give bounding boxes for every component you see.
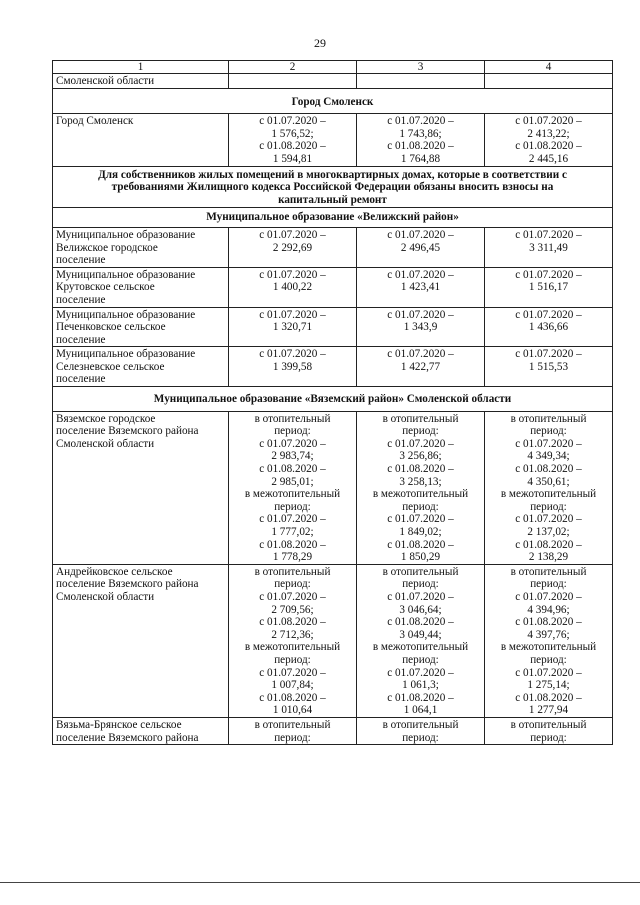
- table-row: [53, 267, 613, 307]
- rate-line: 1 594,81: [272, 152, 313, 165]
- name-line: поселение: [56, 373, 106, 386]
- rate-line: в отопительный: [254, 412, 331, 425]
- rate-line: в межотопительный: [500, 488, 597, 501]
- rate-line: период:: [274, 731, 311, 744]
- rate-cell-c4: [485, 227, 613, 267]
- rate-cell-c4: [485, 267, 613, 307]
- owners-heading-line: Для собственников жилых помещений в многоквартирных домах, которые в соответствии с: [98, 168, 567, 181]
- name-line: Вязьма-Брянское сельское: [56, 718, 182, 731]
- rate-line: с 01.07.2020 –: [259, 437, 326, 450]
- row-name: [53, 267, 229, 307]
- section-header-vyazma: [53, 387, 613, 412]
- rate-cell-c3: [357, 227, 485, 267]
- column-number: 4: [485, 61, 613, 74]
- rate-line: 1 399,58: [272, 360, 313, 373]
- rate-line: 1 850,29: [400, 551, 441, 564]
- row-name: [53, 114, 229, 166]
- name-line: Город Смоленск: [56, 115, 134, 128]
- rate-line: 1 400,22: [272, 281, 313, 294]
- empty-cell: [485, 74, 613, 89]
- rate-line: период:: [274, 653, 311, 666]
- row-name: [53, 227, 229, 267]
- rate-line: период:: [530, 578, 567, 591]
- rate-cell-c4: [485, 114, 613, 166]
- rate-line: 2 985,01;: [271, 475, 314, 488]
- rate-line: 1 515,53: [528, 360, 569, 373]
- rate-line: в межотопительный: [500, 641, 597, 654]
- rate-line: период:: [402, 500, 439, 513]
- rate-line: с 01.07.2020 –: [515, 666, 582, 679]
- rate-line: в межотопительный: [244, 488, 341, 501]
- owners-heading: [53, 166, 613, 208]
- section-title: Муниципальное образование «Вяземский район» Смоленской области: [53, 387, 613, 412]
- rate-line: в отопительный: [254, 718, 331, 731]
- rate-cell-c3: [357, 347, 485, 387]
- rate-line: с 01.08.2020 –: [259, 616, 326, 629]
- rate-cell-c2: [229, 717, 357, 744]
- rate-line: период:: [402, 653, 439, 666]
- rate-cell-c3: [357, 307, 485, 347]
- rate-line: период:: [402, 731, 439, 744]
- rate-line: период:: [402, 578, 439, 591]
- name-line: поселение: [56, 254, 106, 267]
- rate-line: 2 138,29: [528, 551, 569, 564]
- section-header-smolensk: [53, 88, 613, 114]
- row-name: [53, 564, 229, 717]
- rate-line: 2 137,02;: [527, 526, 570, 538]
- rate-cell-c3: [357, 267, 485, 307]
- rate-line: с 01.07.2020 –: [259, 666, 326, 679]
- table-row: [53, 564, 613, 717]
- rate-line: с 01.07.2020 –: [259, 590, 326, 603]
- rate-line: в межотопительный: [244, 641, 341, 654]
- rate-line: 1 277,94: [528, 704, 569, 717]
- tariff-table: [52, 60, 613, 745]
- rate-cell-c2: [229, 267, 357, 307]
- row-name: Смоленской области: [53, 74, 229, 89]
- rate-line: с 01.07.2020 –: [515, 590, 582, 603]
- rate-line: в отопительный: [510, 412, 587, 425]
- rate-line: 1 576,52;: [271, 127, 314, 140]
- column-number-row: [53, 61, 613, 74]
- name-line: Муниципальное образование: [56, 308, 196, 321]
- rate-line: с 01.07.2020 –: [259, 268, 326, 281]
- rate-line: с 01.07.2020 –: [387, 348, 454, 361]
- rate-line: с 01.07.2020 –: [387, 437, 454, 450]
- rate-line: 1 064,1: [403, 704, 438, 717]
- rate-line: 1 777,02;: [271, 526, 314, 538]
- rate-line: с 01.07.2020 –: [259, 308, 326, 321]
- section-header-velizh: [53, 208, 613, 228]
- name-line: поселение Вяземского района: [56, 425, 199, 438]
- rate-line: 1 422,77: [400, 360, 441, 373]
- continued-row: [53, 74, 613, 89]
- rate-line: 2 496,45: [400, 241, 441, 254]
- rate-line: 1 516,17: [528, 281, 569, 294]
- rate-cell-c2: [229, 411, 357, 564]
- rate-line: с 01.08.2020 –: [387, 140, 454, 153]
- rate-line: с 01.08.2020 –: [515, 691, 582, 704]
- empty-cell: [229, 74, 357, 89]
- rate-cell-c4: [485, 411, 613, 564]
- rate-line: с 01.07.2020 –: [387, 268, 454, 281]
- name-line: поселение Вяземского района: [56, 731, 199, 744]
- rate-cell-c3: [357, 564, 485, 717]
- table-row: [53, 307, 613, 347]
- tariff-table-body: [53, 61, 613, 745]
- rate-line: 4 350,61;: [527, 475, 570, 488]
- rate-line: с 01.08.2020 –: [387, 691, 454, 704]
- rate-line: 2 292,69: [272, 241, 313, 254]
- rate-line: 1 007,84;: [271, 679, 314, 692]
- row-name: [53, 717, 229, 744]
- name-line: Муниципальное образование: [56, 348, 196, 361]
- table-row: [53, 227, 613, 267]
- rate-line: 1 743,86;: [399, 127, 442, 140]
- row-name: [53, 411, 229, 564]
- rate-cell-c3: [357, 114, 485, 166]
- rate-line: в отопительный: [382, 718, 459, 731]
- rate-line: в отопительный: [382, 412, 459, 425]
- table-row: [53, 114, 613, 166]
- rate-cell-c3: [357, 717, 485, 744]
- rate-line: с 01.07.2020 –: [515, 348, 582, 361]
- name-line: Смоленской области: [56, 437, 155, 450]
- page-number: 29: [314, 36, 326, 50]
- row-name: [53, 307, 229, 347]
- rate-cell-c3: [357, 411, 485, 564]
- rate-cell-c2: [229, 347, 357, 387]
- owners-heading-row: [53, 166, 613, 208]
- rate-line: 1 010,64: [272, 704, 313, 717]
- rate-cell-c2: [229, 114, 357, 166]
- name-line: Андрейковское сельское: [56, 565, 173, 578]
- owners-heading-line: капитальный ремонт: [278, 193, 387, 206]
- page-bottom-rule: [0, 882, 640, 883]
- rate-line: 4 397,76;: [527, 628, 570, 641]
- name-line: поселение: [56, 293, 106, 306]
- rate-line: 1 320,71: [272, 321, 313, 334]
- rate-line: с 01.08.2020 –: [259, 691, 326, 704]
- rate-line: в отопительный: [510, 565, 587, 578]
- rate-line: 4 349,34;: [527, 450, 570, 463]
- rate-cell-c4: [485, 717, 613, 744]
- section-title: Муниципальное образование «Велижский район»: [53, 208, 613, 228]
- name-line: Муниципальное образование: [56, 268, 196, 281]
- rate-cell-c2: [229, 307, 357, 347]
- column-number: 1: [53, 61, 229, 74]
- name-line: Муниципальное образование: [56, 228, 196, 241]
- rate-line: 3 256,86;: [399, 450, 442, 463]
- name-line: Велижское городское: [56, 241, 158, 254]
- name-line: Печенковское сельское: [56, 321, 166, 334]
- rate-line: период:: [530, 653, 567, 666]
- rate-cell-c2: [229, 227, 357, 267]
- rate-line: 1 764,88: [400, 152, 441, 165]
- rate-line: с 01.07.2020 –: [387, 590, 454, 603]
- table-row: [53, 717, 613, 744]
- empty-cell: [357, 74, 485, 89]
- rate-line: с 01.07.2020 –: [259, 513, 326, 526]
- rate-line: с 01.07.2020 –: [387, 513, 454, 526]
- rate-line: с 01.07.2020 –: [387, 308, 454, 321]
- rate-line: с 01.07.2020 –: [515, 513, 582, 526]
- rate-line: с 01.08.2020 –: [259, 140, 326, 153]
- rate-line: с 01.07.2020 –: [515, 115, 582, 128]
- rate-line: 1 436,66: [528, 321, 569, 334]
- rate-line: с 01.07.2020 –: [515, 268, 582, 281]
- rate-cell-c4: [485, 347, 613, 387]
- rate-line: 4 394,96;: [527, 603, 570, 616]
- rate-line: с 01.08.2020 –: [259, 463, 326, 476]
- rate-cell-c4: [485, 307, 613, 347]
- rate-line: 1 849,02;: [399, 526, 442, 538]
- rate-line: в отопительный: [382, 565, 459, 578]
- rate-line: с 01.08.2020 –: [515, 538, 582, 551]
- name-line: поселение: [56, 333, 106, 346]
- rate-line: 2 712,36;: [271, 628, 314, 641]
- section-title: Город Смоленск: [53, 88, 613, 114]
- table-row: [53, 347, 613, 387]
- rate-line: период:: [530, 500, 567, 513]
- row-name: [53, 347, 229, 387]
- rate-line: в межотопительный: [372, 488, 469, 501]
- rate-line: с 01.08.2020 –: [387, 616, 454, 629]
- name-line: поселение Вяземского района: [56, 578, 199, 591]
- rate-line: 3 311,49: [529, 241, 568, 254]
- name-line: Вяземское городское: [56, 412, 156, 425]
- rate-line: период:: [530, 425, 567, 438]
- rate-line: период:: [274, 425, 311, 438]
- rate-cell-c2: [229, 564, 357, 717]
- rate-line: 1 778,29: [272, 551, 313, 564]
- rate-line: с 01.07.2020 –: [259, 348, 326, 361]
- rate-line: с 01.07.2020 –: [387, 666, 454, 679]
- rate-line: с 01.07.2020 –: [387, 115, 454, 128]
- rate-line: с 01.08.2020 –: [515, 463, 582, 476]
- rate-line: в отопительный: [510, 718, 587, 731]
- rate-line: с 01.08.2020 –: [515, 140, 582, 153]
- table-row: [53, 411, 613, 564]
- rate-line: с 01.07.2020 –: [259, 115, 326, 128]
- owners-heading-line: требованиями Жилищного кодекса Российской Федерации обязаны вносить взносы на: [111, 181, 554, 194]
- rate-line: период:: [530, 731, 567, 744]
- rate-line: с 01.08.2020 –: [387, 538, 454, 551]
- rate-line: с 01.07.2020 –: [515, 437, 582, 450]
- rate-line: 1 061,3;: [402, 679, 439, 692]
- rate-line: 2 445,16: [528, 152, 569, 165]
- rate-line: период:: [274, 500, 311, 513]
- rate-line: с 01.08.2020 –: [259, 538, 326, 551]
- rate-line: 1 423,41: [400, 281, 441, 294]
- column-number: 2: [229, 61, 357, 74]
- rate-line: период:: [402, 425, 439, 438]
- rate-line: с 01.07.2020 –: [387, 228, 454, 241]
- rate-line: с 01.07.2020 –: [515, 308, 582, 321]
- rate-line: 2 413,22;: [527, 127, 570, 140]
- rate-line: 3 046,64;: [399, 603, 442, 616]
- rate-line: с 01.07.2020 –: [515, 228, 582, 241]
- rate-line: 3 049,44;: [399, 628, 442, 641]
- rate-line: в отопительный: [254, 565, 331, 578]
- column-number: 3: [357, 61, 485, 74]
- name-line: Крутовское сельское: [56, 281, 155, 294]
- rate-line: в межотопительный: [372, 641, 469, 654]
- rate-line: с 01.08.2020 –: [515, 616, 582, 629]
- name-line: Селезневское сельское: [56, 360, 165, 373]
- rate-cell-c4: [485, 564, 613, 717]
- rate-line: 1 275,14;: [527, 679, 570, 692]
- rate-line: 1 343,9: [403, 321, 438, 334]
- name-line: Смоленской области: [56, 590, 155, 603]
- rate-line: 3 258,13;: [399, 475, 442, 488]
- rate-line: период:: [274, 578, 311, 591]
- rate-line: 2 983,74;: [271, 450, 314, 463]
- rate-line: с 01.07.2020 –: [259, 228, 326, 241]
- rate-line: 2 709,56;: [271, 603, 314, 616]
- rate-line: с 01.08.2020 –: [387, 463, 454, 476]
